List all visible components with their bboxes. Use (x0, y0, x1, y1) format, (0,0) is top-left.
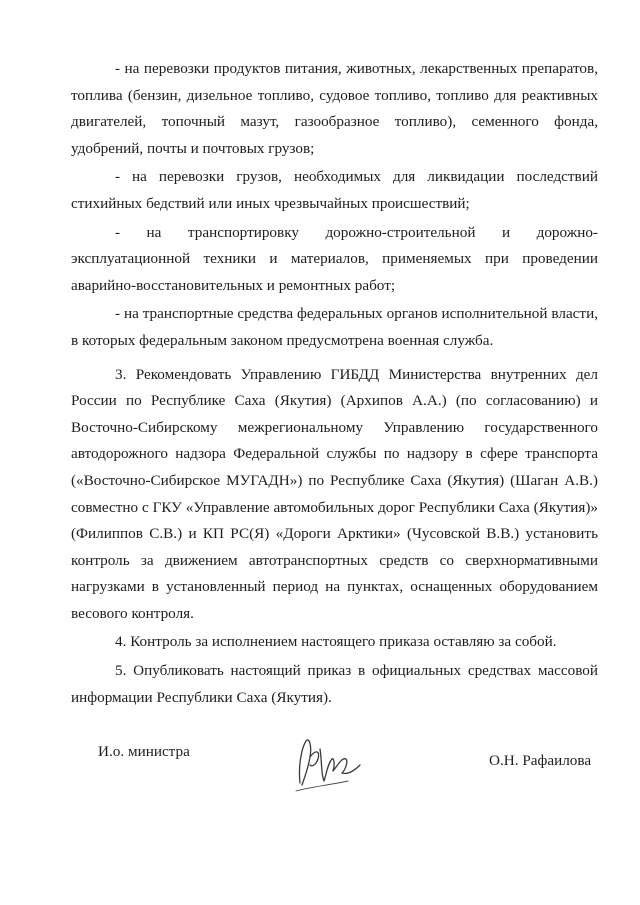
paragraph-federal-vehicles: - на транспортные средства федеральных органов исполнительной власти, в которых федеральным законом предусмотрена военная служба. (71, 305, 598, 349)
paragraph-food-fuel-transport: - на перевозки продуктов питания, животных, лекарственных препаратов, топлива (бензин, дизельное топливо, судовое топливо, топливо для реактивных двигателей, топочный мазут, газообразное топливо), семенного фонда, удобрений, почты и почтовых грузов; (71, 60, 598, 157)
paragraph-item-3: 3. Рекомендовать Управлению ГИБДД Министерства внутренних дел России по Республике Саха (Якутия) (Архипов А.А.) (по согласованию) и Восточно-Сибирскому межрегиональному Управлению государственного автодорожного надзора Федеральной службы по надзору в сфере транспорта («Восточно-Сибирское МУГАДН») по Республике Саха (Якутия) (Шаган А.В.) совместно с ГКУ «Управление автомобильных дорог Республики Саха (Якутия)» (Филиппов С.В.) и КП РС(Я) «Дороги Арктики» (Чусовской В.В.) установить контроль за движением автотранспортных средств со сверхнормативными нагрузками в установленный период на пунктах, оснащенных оборудованием весового контроля. (71, 365, 598, 622)
signatory-position: И.о. министра (98, 743, 190, 760)
paragraph-item-5: 5. Опубликовать настоящий приказ в официальных средствах массовой информации Республики Саха (Якутия). (71, 662, 598, 706)
handwritten-signature-icon (290, 735, 368, 797)
signature-block (0, 735, 640, 815)
document-body (71, 56, 598, 711)
paragraph-road-equipment: - на транспортировку дорожно-строительной и дорожно-эксплуатационной техники и материалов, применяемых при проведении аварийно-восстановительных и ремонтных работ; (71, 223, 598, 294)
paragraph-disaster-cargo: - на перевозки грузов, необходимых для ликвидации последствий стихийных бедствий или иных чрезвычайных происшествий; (71, 168, 598, 212)
paragraph-item-4: 4. Контроль за исполнением настоящего приказа оставляю за собой. (115, 633, 557, 651)
signatory-name: О.Н. Рафаилова (489, 752, 592, 769)
